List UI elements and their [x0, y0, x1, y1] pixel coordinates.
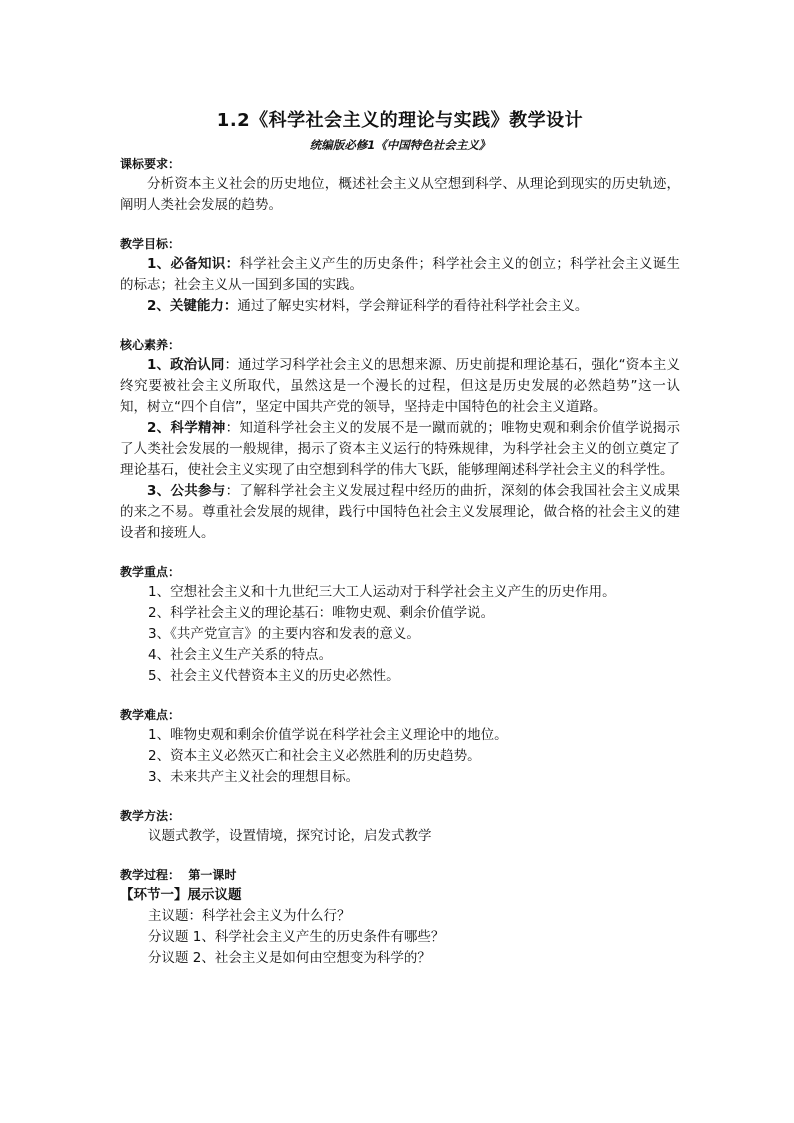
process-item: 分议题 1、科学社会主义产生的历史条件有哪些？: [148, 929, 445, 945]
document-subtitle: 统编版必修1《中国特色社会主义》: [309, 138, 491, 152]
goal-item: [120, 254, 680, 296]
literacy-label: 2、科学精神: [147, 420, 226, 436]
key-points-heading: 教学重点：: [120, 565, 181, 579]
literacy-text: ：知道科学社会主义的发展不是一蹴而就的；唯物史观和剩余价值学说揭示了人类社会发展的一般规律，揭示了资本主义运行的特殊规律，为科学社会主义的创立奠定了理论基石，使社会主义实现了由空想到科学的伟大飞跃，能够理阐述科学社会主义的科学性。: [120, 420, 680, 478]
key-point-item: 3、《共产党宣言》的主要内容和发表的意义。: [148, 626, 420, 642]
section-methods: [120, 806, 680, 847]
process-item: 分议题 2、社会主义是如何由空想变为科学的？: [148, 950, 431, 966]
difficulty-item: 2、资本主义必然灭亡和社会主义必然胜利的历史趋势。: [148, 748, 481, 764]
section-standard: [120, 154, 680, 216]
section-literacy: [120, 335, 680, 544]
document-body: [120, 108, 680, 969]
goals-heading: 教学目标：: [120, 237, 181, 251]
standard-text: 分析资本主义社会的历史地位，概述社会主义从空想到科学、从理论到现实的历史轨迹，阐明人类社会发展的趋势。: [120, 176, 680, 213]
section-goals: [120, 234, 680, 317]
literacy-text: ：了解科学社会主义发展过程中经历的曲折，深刻的体会我国社会主义成果的来之不易。尊重社会发展的规律，践行中国特色社会主义发展理论，做合格的社会主义的建设者和接班人。: [120, 483, 680, 541]
process-item: 主议题：科学社会主义为什么行？: [148, 908, 351, 924]
goal-label: 2、关键能力：: [147, 298, 238, 314]
goal-label: 1、必备知识：: [147, 256, 240, 272]
literacy-item: [120, 418, 680, 481]
key-point-item: 5、社会主义代替资本主义的历史必然性。: [148, 668, 400, 684]
literacy-text: ：通过学习科学社会主义的思想来源、历史前提和理论基石，强化“资本主义终究要被社会主义所取代，虽然这是一个漫长的过程，但这是历史发展的必然趋势”这一认知，树立“四个自信”，坚定中国共产党的领导，坚持走中国特色的社会主义道路。: [120, 357, 680, 415]
literacy-label: 1、政治认同: [147, 357, 225, 373]
key-point-item: 1、空想社会主义和十九世纪三大工人运动对于科学社会主义产生的历史作用。: [148, 584, 616, 600]
section-process: [120, 865, 680, 969]
goal-item: [120, 296, 680, 317]
difficulty-item: 1、唯物史观和剩余价值学说在科学社会主义理论中的地位。: [148, 727, 508, 743]
literacy-heading: 核心素养：: [120, 338, 181, 352]
literacy-label: 3、公共参与: [147, 483, 226, 499]
goal-text: 通过了解史实材料，学会辩证科学的看待社科学社会主义。: [237, 298, 589, 314]
goal-text: 科学社会主义产生的历史条件；科学社会主义的创立；科学社会主义诞生的标志；社会主义从一国到多国的实践。: [120, 256, 681, 293]
process-heading: 教学过程： 第一课时: [120, 868, 237, 882]
key-point-item: 4、社会主义生产关系的特点。: [148, 647, 333, 663]
difficulties-heading: 教学难点：: [120, 708, 181, 722]
literacy-item: [120, 481, 680, 544]
difficulty-item: 3、未来共产主义社会的理想目标。: [148, 769, 360, 785]
methods-text: 议题式教学，设置情境，探究讨论，启发式教学: [148, 828, 432, 844]
section-difficulties: [120, 705, 680, 788]
process-step-heading: 【环节一】展示议题: [120, 887, 242, 903]
document-title: 1.2《科学社会主义的理论与实践》教学设计: [216, 110, 584, 131]
section-key-points: [120, 562, 680, 687]
key-point-item: 2、科学社会主义的理论基石：唯物史观、剩余价值学说。: [148, 605, 495, 621]
standard-heading: 课标要求：: [120, 157, 181, 171]
methods-heading: 教学方法：: [120, 809, 181, 823]
literacy-item: [120, 355, 680, 418]
